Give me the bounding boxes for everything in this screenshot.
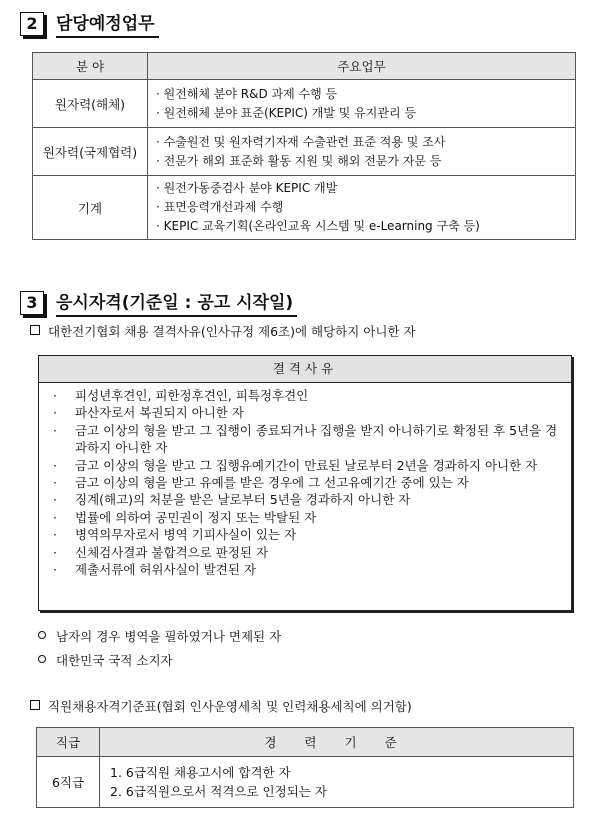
table-row (33, 80, 576, 128)
disqualification-box (38, 355, 572, 611)
section-3-header (20, 288, 297, 317)
task-item: · 원전가동중검사 분야 KEPIC 개발 (156, 181, 338, 195)
list-item: · 파산자로서 복권되지 아니한 자 (53, 405, 244, 421)
list-item: · 금고 이상의 형을 받고 그 집행이 종료되거나 집행을 받지 아니하기로 확정된 후 5년을 경과하지 아니한 자 (53, 422, 558, 456)
intro-text: 대한전기협회 채용 결격사유(인사규정 제6조)에 해당하지 아니한 자 (48, 324, 416, 339)
list-item: · 피성년후견인, 피한정후견인, 피특정후견인 (53, 388, 309, 403)
list-item: · 징계(해고)의 처분을 받은 날로부터 5년을 경과하지 아니한 자 (53, 492, 411, 508)
section-title: 담당예정업무 (56, 9, 159, 38)
list-item: · 병역의무자로서 병역 기피사실이 있는 자 (53, 527, 297, 543)
tasks-cell (148, 128, 576, 176)
table-row (33, 176, 576, 240)
list-item: · 금고 이상의 형을 받고 그 집행유예기간이 만료된 날로부터 2년을 경과하지 아니한 자 (53, 457, 538, 473)
intro-line (30, 322, 416, 340)
criteria-item: 2. 6급직원으로서 적격으로 인정되는 자 (110, 784, 327, 799)
grade-cell: 6직급 (37, 757, 100, 808)
task-item: · 원전해체 분야 표준(KEPIC) 개발 및 유지관리 등 (156, 105, 416, 120)
criteria-cell (100, 757, 574, 808)
list-item: · 법률에 의하여 공민권이 정지 또는 박탈된 자 (53, 509, 317, 525)
field-cell: 원자력(국제협력) (33, 128, 148, 176)
extra-line (38, 627, 281, 645)
table-row (37, 757, 574, 808)
extra-line (38, 651, 173, 669)
column-header-field: 분 야 (33, 53, 148, 80)
tasks-cell (148, 176, 576, 240)
task-item: · 표면응력개선과제 수행 (156, 200, 284, 214)
task-item: · 수출원전 및 원자력기자재 수출관련 표준 적용 및 조사 (156, 134, 446, 149)
section-number-box: 2 (20, 12, 44, 36)
tasks-cell (148, 80, 576, 128)
square-bullet-icon (30, 325, 40, 335)
disqualification-list (39, 387, 571, 578)
extra-text: 남자의 경우 병역을 필하였거나 면제된 자 (56, 629, 282, 644)
field-cell: 원자력(해체) (33, 80, 148, 128)
column-header-criteria: 경 력 기 준 (100, 728, 574, 757)
section-title: 응시자격(기준일 : 공고 시작일) (56, 288, 297, 317)
task-item: · KEPIC 교육기획(온라인교육 시스템 및 e-Learning 구축 등) (156, 219, 480, 233)
standard-title-line (30, 697, 412, 715)
list-item: · 금고 이상의 형을 받고 유예를 받은 경우에 그 선고유예기간 중에 있는 자 (53, 475, 469, 491)
extra-text: 대한민국 국적 소지자 (56, 653, 173, 668)
table-row (33, 128, 576, 176)
list-item: · 신체검사결과 불합격으로 판정된 자 (53, 544, 269, 560)
section-2-header (20, 9, 159, 38)
circle-bullet-icon (38, 655, 46, 663)
qualification-table (36, 727, 574, 808)
duties-table (32, 52, 576, 240)
disqualification-header: 결격사유 (39, 356, 571, 383)
task-item: · 전문가 해외 표준화 활동 지원 및 해외 전문가 자문 등 (156, 153, 442, 168)
square-bullet-icon (30, 700, 40, 710)
field-cell: 기계 (33, 176, 148, 240)
standard-title: 직원채용자격기준표(협회 인사운영세칙 및 인력채용세칙에 의거함) (48, 699, 412, 714)
task-item: · 원전해체 분야 R&D 과제 수행 등 (156, 86, 338, 101)
column-header-grade: 직급 (37, 728, 100, 757)
criteria-item: 1. 6급직원 채용고시에 합격한 자 (110, 765, 291, 780)
circle-bullet-icon (38, 631, 46, 639)
section-number-box: 3 (20, 291, 44, 315)
list-item: · 제출서류에 허위사실이 발견된 자 (53, 562, 256, 578)
column-header-duties: 주요업무 (148, 53, 576, 80)
